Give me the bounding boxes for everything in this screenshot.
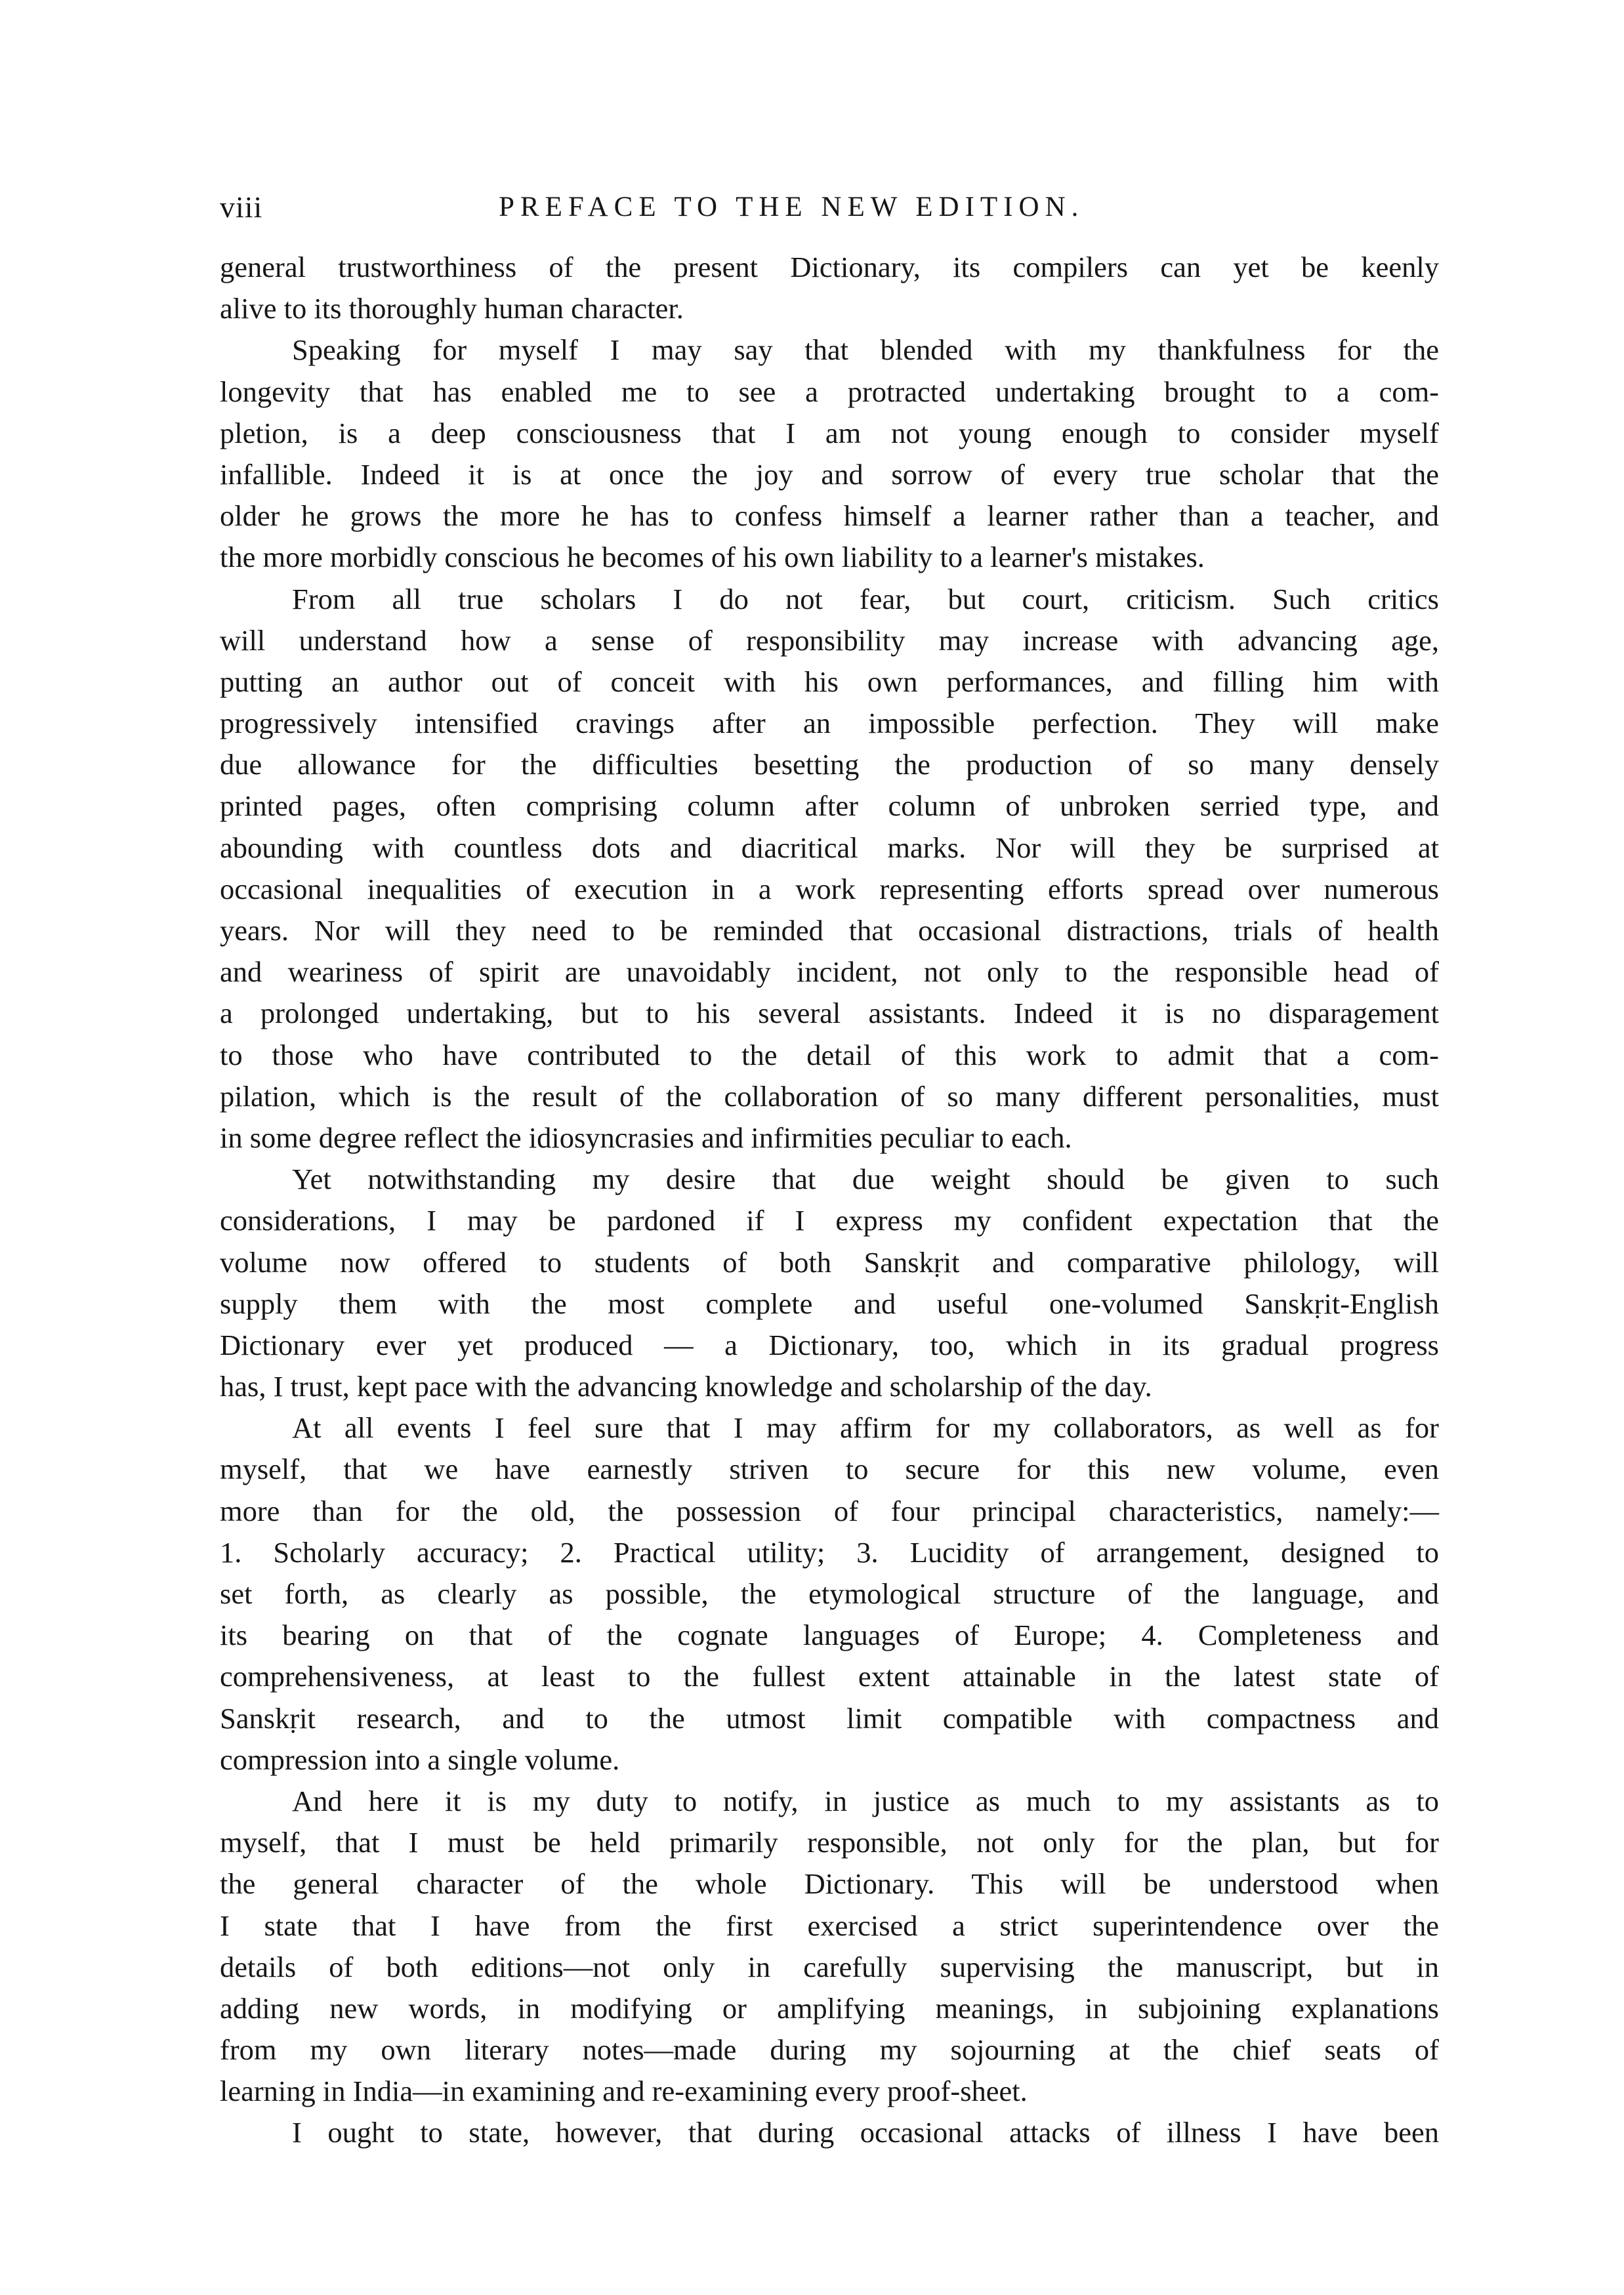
- paragraph: [220, 1407, 1439, 1781]
- text-line: the more morbidly conscious he becomes of his own liability to a learner's mistakes.: [220, 541, 1205, 574]
- text-line: its bearing on that of the cognate languages of Europe; 4. Completeness and: [220, 1619, 1439, 1652]
- paragraph: [220, 1159, 1439, 1407]
- text-line: due allowance for the difficulties besetting the production of so many densely: [220, 748, 1439, 781]
- text-line: older he grows the more he has to confess himself a learner rather than a teacher, and: [220, 499, 1439, 533]
- text-line: has, I trust, kept pace with the advancing knowledge and scholarship of the day.: [220, 1370, 1152, 1403]
- text-line: 1. Scholarly accuracy; 2. Practical utility; 3. Lucidity of arrangement, designed to: [220, 1535, 1439, 1569]
- text-line: general trustworthiness of the present Dictionary, its compilers can yet be keenly: [220, 251, 1439, 283]
- text-line: set forth, as clearly as possible, the etymological structure of the language, and: [220, 1577, 1439, 1610]
- paragraph: [220, 579, 1439, 1159]
- text-line: From all true scholars I do not fear, but court, criticism. Such critics: [292, 582, 1439, 615]
- text-line: to those who have contributed to the detail of this work to admit that a com-: [220, 1038, 1439, 1071]
- text-line: alive to its thoroughly human character.: [220, 292, 684, 325]
- text-line: pletion, is a deep consciousness that I am not young enough to consider myself: [220, 416, 1439, 449]
- text-line: I ought to state, however, that during occasional attacks of illness I have been: [292, 2116, 1439, 2149]
- running-head: PREFACE TO THE NEW EDITION.: [499, 192, 1085, 222]
- text-line: abounding with countless dots and diacritical marks. Nor will they be surprised at: [220, 831, 1439, 864]
- text-line: more than for the old, the possession of four principal characteristics, namely:—: [220, 1494, 1439, 1527]
- text-line: Dictionary ever yet produced — a Dictionary, too, which in its gradual progress: [220, 1328, 1439, 1361]
- paragraph: [220, 1781, 1439, 2113]
- text-line: longevity that has enabled me to see a protracted undertaking brought to a com-: [220, 375, 1439, 408]
- body-text: [220, 247, 1439, 2154]
- text-line: years. Nor will they need to be reminded that occasional distractions, trials of health: [220, 914, 1439, 947]
- text-line: Yet notwithstanding my desire that due weight should be given to such: [292, 1163, 1439, 1196]
- text-line: from my own literary notes—made during my sojourning at the chief seats of: [220, 2033, 1439, 2067]
- text-line: comprehensiveness, at least to the fullest extent attainable in the latest state of: [220, 1660, 1439, 1693]
- text-line: myself, that I must be held primarily responsible, not only for the plan, but for: [220, 1826, 1439, 1859]
- text-line: progressively intensified cravings after an impossible perfection. They will make: [220, 707, 1439, 740]
- paragraph: [220, 2112, 1439, 2153]
- text-line: considerations, I may be pardoned if I express my confident expectation that the: [220, 1204, 1439, 1237]
- text-line: compression into a single volume.: [220, 1743, 620, 1776]
- text-line: putting an author out of conceit with his own performances, and filling him with: [220, 665, 1439, 698]
- paragraph: [220, 247, 1439, 329]
- text-line: pilation, which is the result of the collaboration of so many different personalities, must: [220, 1079, 1439, 1113]
- text-line: myself, that we have earnestly striven to secure for this new volume, even: [220, 1453, 1439, 1486]
- text-line: a prolonged undertaking, but to his several assistants. Indeed it is no disparagement: [220, 997, 1439, 1030]
- paragraph: [220, 329, 1439, 578]
- text-line: I state that I have from the first exercised a strict superintendence over the: [220, 1909, 1439, 1942]
- text-line: Speaking for myself I may say that blended with my thankfulness for the: [292, 333, 1439, 367]
- text-line: Sanskṛit research, and to the utmost limit compatible with compactness and: [220, 1701, 1439, 1735]
- text-line: will understand how a sense of responsibility may increase with advancing age,: [220, 623, 1439, 657]
- text-line: volume now offered to students of both Sanskṛit and comparative philology, will: [220, 1245, 1439, 1279]
- text-line: And here it is my duty to notify, in justice as much to my assistants as to: [292, 1784, 1439, 1817]
- text-line: in some degree reflect the idiosyncrasies and infirmities peculiar to each.: [220, 1121, 1072, 1154]
- text-line: details of both editions—not only in carefully supervising the manuscript, but in: [220, 1950, 1439, 1983]
- text-line: adding new words, in modifying or amplifying meanings, in subjoining explanations: [220, 1991, 1439, 2025]
- text-line: occasional inequalities of execution in a work representing efforts spread over numerous: [220, 872, 1439, 905]
- text-line: the general character of the whole Dictionary. This will be understood when: [220, 1867, 1439, 1901]
- text-line: supply them with the most complete and useful one-volumed Sanskṛit-English: [220, 1287, 1439, 1320]
- text-line: and weariness of spirit are unavoidably incident, not only to the responsible head of: [220, 955, 1439, 989]
- text-line: learning in India—in examining and re-examining every proof-sheet.: [220, 2075, 1028, 2108]
- text-line: printed pages, often comprising column after column of unbroken serried type, and: [220, 789, 1439, 823]
- text-line: infallible. Indeed it is at once the joy and sorrow of every true scholar that the: [220, 457, 1439, 491]
- text-line: At all events I feel sure that I may affirm for my collaborators, as well as for: [292, 1411, 1439, 1445]
- page-number: viii: [220, 190, 263, 224]
